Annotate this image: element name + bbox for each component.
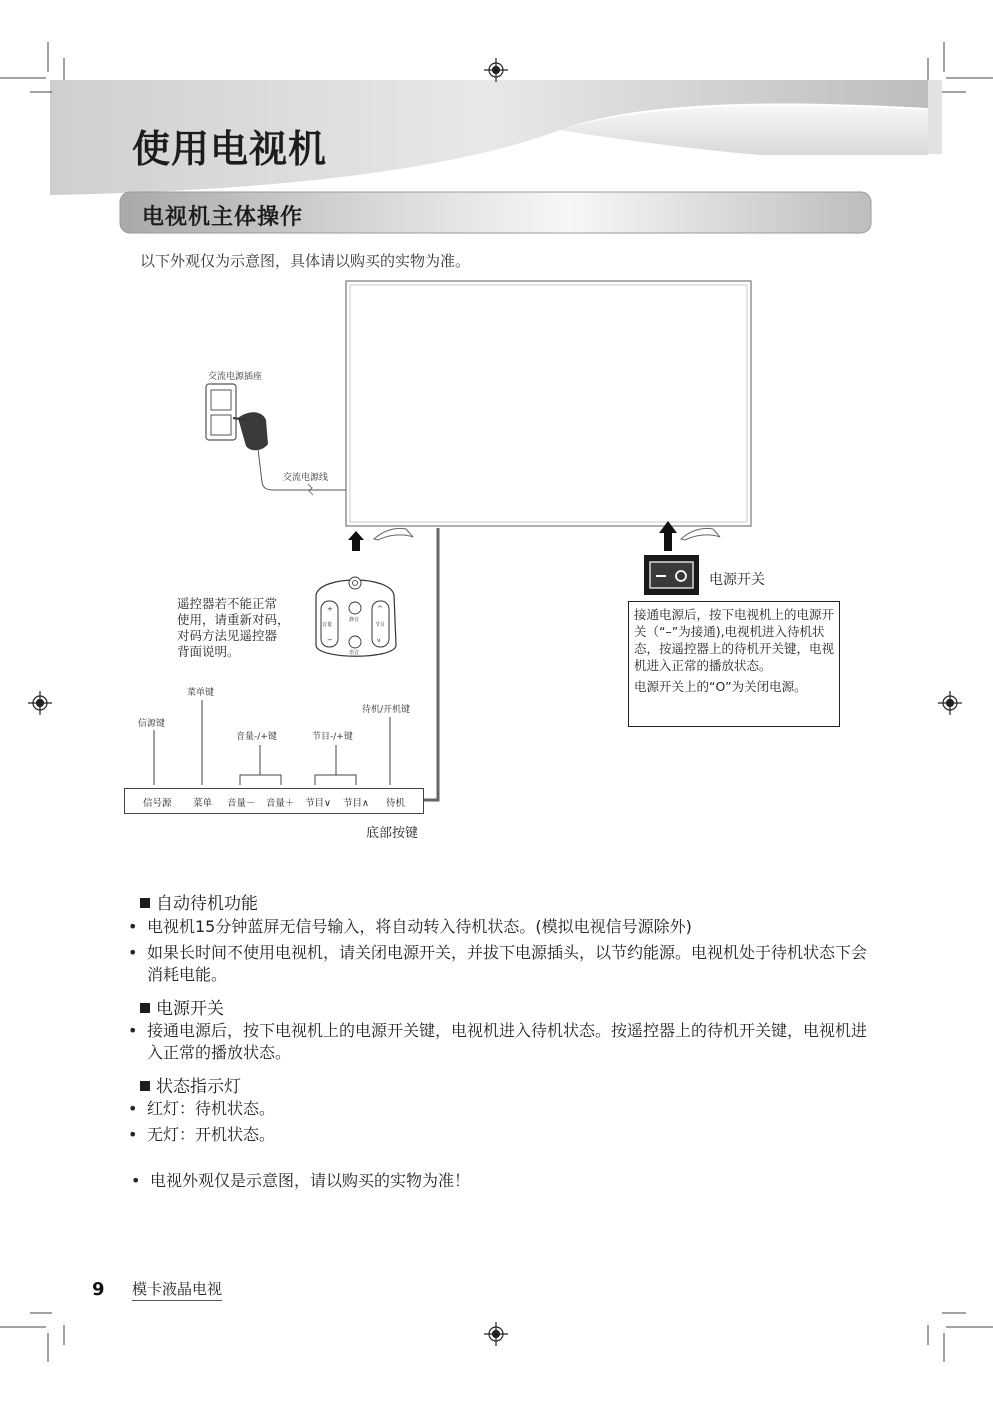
- power-switch-icon: [644, 555, 699, 595]
- bottom-buttons-panel: [124, 788, 424, 814]
- tv-foot-right: [681, 528, 720, 540]
- remote-note-line: 对码方法见遥控器: [177, 628, 278, 643]
- button-standby[interactable]: 待机: [386, 798, 406, 809]
- button-source[interactable]: 信号源: [143, 798, 172, 809]
- final-note: • 电视外观仅是示意图，请以购买的实物为准！: [131, 1171, 471, 1190]
- cord-label: 交流电源线: [283, 473, 329, 483]
- remote-note-line: 遥控器若不能正常: [177, 596, 278, 611]
- remote-vol-label: 音量: [322, 622, 333, 628]
- svg-text:+: +: [327, 605, 333, 613]
- page-number: 9: [92, 1279, 105, 1300]
- page-title: 使用电视机: [132, 127, 328, 171]
- remote-note-line: 使用，请重新对码，: [177, 612, 290, 627]
- section-auto-standby-title: 自动待机功能: [140, 889, 258, 914]
- tv-foot-left: [374, 528, 413, 540]
- remote-note-line: 背面说明。: [177, 644, 240, 659]
- svg-text:v: v: [377, 637, 381, 644]
- tv-screen: [346, 281, 751, 526]
- switch-info-text: 电源开关上的“O”为关闭电源。: [634, 679, 807, 694]
- label-source-key: 信源键: [138, 719, 166, 729]
- list-item: • 电视机15分钟蓝屏无信号输入，将自动转入待机状态。(模拟电视信号源除外): [128, 917, 692, 936]
- footer-title: 模卡液晶电视: [132, 1278, 222, 1301]
- socket-label: 交流电源插座: [208, 372, 263, 382]
- button-vol-up[interactable]: 音量＋: [266, 798, 295, 809]
- section-indicator-title: 状态指示灯: [140, 1072, 241, 1097]
- arrow-up-icon: [348, 531, 364, 551]
- button-ch-down[interactable]: 节目∨: [305, 798, 331, 809]
- svg-text:^: ^: [377, 605, 383, 613]
- section-power-switch-title: 电源开关: [140, 994, 224, 1019]
- switch-info-box: [628, 601, 840, 727]
- button-ch-up[interactable]: 节目∧: [343, 798, 369, 809]
- list-item: • 红灯：待机状态。: [128, 1099, 276, 1118]
- label-vol-key: 音量-/+键: [236, 732, 277, 742]
- intro-text: 以下外观仅为示意图，具体请以购买的实物为准。: [140, 252, 471, 270]
- button-vol-down[interactable]: 音量－: [227, 798, 256, 809]
- switch-label: 电源开关: [709, 572, 765, 588]
- remote-voice-label: 语音: [349, 650, 360, 656]
- button-menu[interactable]: 菜单: [193, 798, 213, 809]
- remote-ch-label: 节目: [375, 622, 386, 628]
- list-item: • 接通电源后，按下电视机上的电源开关键，电视机进入待机状态。按遥控器上的待机开关键，电视机进入正常的播放状态。: [128, 1021, 868, 1062]
- svg-text:−: −: [327, 636, 333, 644]
- wall-socket-icon: [206, 384, 268, 450]
- section-title: 电视机主体操作: [142, 205, 304, 230]
- list-item: • 如果长时间不使用电视机，请关闭电源开关，并拔下电源插头，以节约能源。电视机处于待机状态下会消耗电能。: [128, 943, 868, 984]
- label-menu-key: 菜单键: [187, 688, 215, 698]
- label-power-key: 待机/开机键: [362, 705, 411, 715]
- label-ch-key: 节目-/+键: [312, 732, 353, 742]
- remote-mute-label: 静音: [349, 617, 360, 623]
- list-item: • 无灯：开机状态。: [128, 1125, 276, 1144]
- bottom-keys-connector: [422, 528, 438, 800]
- bottom-keys-label: 底部按键: [366, 826, 419, 841]
- remote-note: [177, 596, 290, 660]
- switch-info-text: 接通电源后，按下电视机上的电源开关（“–”为接通),电视机进入待机状态，按遥控器上的待机开关键，电视机进入正常的播放状态。: [634, 607, 835, 673]
